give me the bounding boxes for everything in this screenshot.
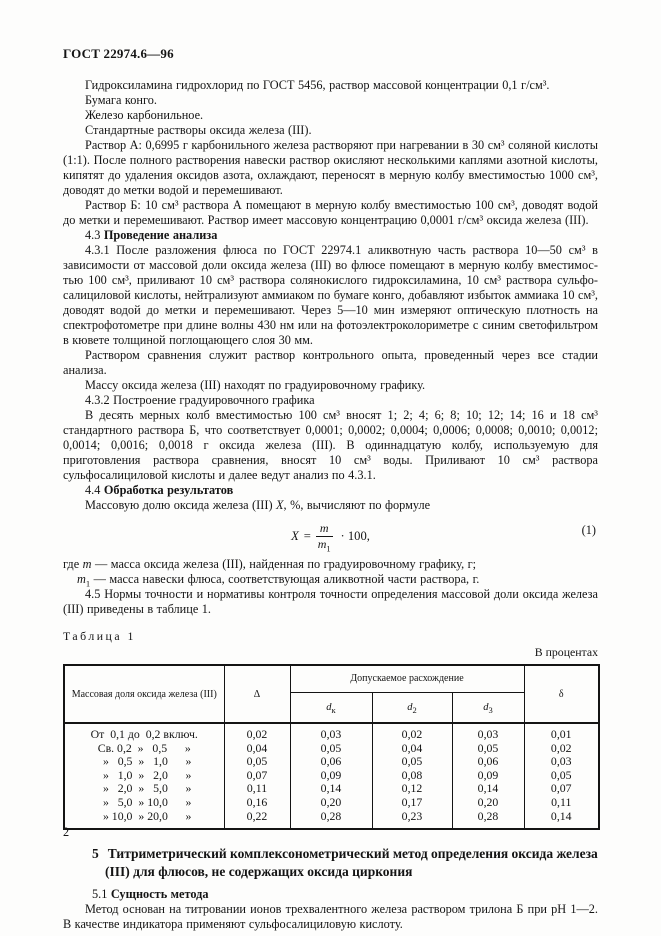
- equals-sign: =: [303, 528, 311, 543]
- page-content: [63, 46, 598, 932]
- value-cell: 0,14: [524, 810, 599, 830]
- value-cell: 0,03: [524, 755, 599, 769]
- value-cell: 0,03: [290, 723, 372, 742]
- value-cell: 0,16: [224, 796, 290, 810]
- subsection-heading-4-4: [63, 483, 598, 498]
- value-cell: 0,04: [372, 742, 452, 756]
- value-cell: 0,20: [452, 796, 524, 810]
- value-cell: 0,02: [224, 723, 290, 742]
- accuracy-norms-table: [63, 664, 600, 830]
- value-cell: 0,11: [524, 796, 599, 810]
- value-cell: 0,20: [290, 796, 372, 810]
- formula-block: [63, 520, 598, 552]
- fraction-numerator: m: [316, 522, 333, 537]
- paragraph: Раствор Б: 10 см³ раствора А помещают в мерную колбу вместимостью 100 см³, доводят водой до метки и перемешивают. Раствор имеет массовую концентрацию 0,0001 г/см³ оксида железа (III).: [63, 198, 598, 227]
- variable-x: X: [276, 498, 284, 512]
- value-cell: 0,05: [372, 755, 452, 769]
- equation-number: (1): [581, 523, 596, 537]
- table-row: [64, 742, 599, 756]
- heading-title: Сущность метода: [110, 887, 209, 902]
- variable-m: m: [82, 557, 92, 571]
- value-cell: 0,12: [372, 782, 452, 796]
- table-units-note: В процентах: [534, 645, 598, 659]
- table-row: [64, 769, 599, 783]
- value-cell: 0,06: [290, 755, 372, 769]
- page-number: 2: [63, 825, 70, 839]
- value-cell: 0,17: [372, 796, 452, 810]
- value-cell: 0,06: [452, 755, 524, 769]
- value-cell: 0,07: [524, 782, 599, 796]
- value-cell: 0,02: [524, 742, 599, 756]
- value-cell: 0,14: [452, 782, 524, 796]
- value-cell: 0,05: [524, 769, 599, 783]
- table-header: [64, 665, 599, 723]
- table-caption-row: [63, 629, 598, 644]
- column-header-d-2: $d_2$: [372, 692, 452, 723]
- heading-number: 5.1: [92, 887, 108, 902]
- table-row: [64, 782, 599, 796]
- paragraph: Гидроксиламина гидрохлорид по ГОСТ 5456, раствор массовой концентрации 0,1 г/см³.: [85, 78, 550, 92]
- value-cell: 0,05: [452, 742, 524, 756]
- table-row: [64, 796, 599, 810]
- table-body: [64, 723, 599, 829]
- value-cell: 0,02: [372, 723, 452, 742]
- section-5-heading: [63, 845, 598, 880]
- value-cell: 0,09: [290, 769, 372, 783]
- range-cell: » 2,0 » 5,0 »: [64, 782, 224, 796]
- document-header-standard-number: ГОСТ 22974.6—96: [63, 46, 174, 61]
- range-cell: » 5,0 » 10,0 »: [64, 796, 224, 810]
- range-cell: От 0,1 до 0,2 включ.: [64, 723, 224, 742]
- column-header-delta-cap: Δ: [224, 665, 290, 723]
- paragraph: Железо карбонильное.: [85, 108, 204, 122]
- value-cell: 0,01: [524, 723, 599, 742]
- value-cell: 0,07: [224, 769, 290, 783]
- paragraph: В десять мерных колб вместимостью 100 см³ вносят 1; 2; 4; 6; 8; 10; 12; 14; 16 и 18 см³ стандартного раствора Б, что соответствует 0,0001; 0,0002; 0,0004; 0,0006; 0,0008; 0,0010; 0,0012; 0,0014; 0,0016; 0,0018 г оксида железа (III). В одиннадцатую колбу, используемую для приготовления раствора сравнения, вносят 10 см³ воды. Приливают 10 см³ раствора сульфосалициловой кислоты и далее ведут анализ по 4.3.1.: [63, 408, 598, 482]
- formula-intro-paragraph: Массовую долю оксида железа (III) X, %, вычисляют по формуле: [85, 498, 431, 512]
- table-row: [64, 810, 599, 830]
- fraction-denominator: $m_1$: [317, 536, 331, 553]
- heading-number: 4.3: [85, 228, 101, 242]
- range-cell: Св. 0,2 » 0,5 »: [64, 742, 224, 756]
- formula-lhs: X: [291, 528, 299, 543]
- column-header-mass-fraction: Массовая доля оксида железа (III): [64, 665, 224, 723]
- column-header-d-k: $d_к$: [290, 692, 372, 723]
- fraction: [316, 522, 333, 551]
- heading-title: Проведение анализа: [103, 228, 218, 242]
- column-header-d-3: $d_3$: [452, 692, 524, 723]
- heading-title: Обработка результатов: [103, 483, 234, 497]
- variable-m1: m: [77, 572, 86, 586]
- table-caption: Таблица 1: [63, 629, 136, 643]
- paragraph: Стандартные растворы оксида железа (III).: [85, 123, 312, 137]
- heading-number: 5: [92, 846, 99, 862]
- paragraph: 4.3.1 После разложения флюса по ГОСТ 22974.1 аликвотную часть раствора 10—50 см³ в зависимости от массовой доли оксида железа (III) во флюсе помещают в мерную колбу вместимостью 100 см³, приливают 10 см³ раствора солянокислого гидроксиламина, 10 см³ раствора сульфосалициловой кислоты, нейтрализуют аммиаком по бумаге конго, добавляют избыток аммиака 10 см³, доводят водой до метки и перемешивают. Через 5—10 мин измеряют оптическую плотность на спектрофотометре при длине волны 430 нм или на фотоэлектроколориметре с синим светофильтром в кювете толщиной поглощающего слоя 30 мм.: [63, 243, 598, 347]
- range-cell: » 0,5 » 1,0 »: [64, 755, 224, 769]
- value-cell: 0,09: [452, 769, 524, 783]
- subsection-heading-4-3-2: 4.3.2 Построение градуировочного графика: [85, 393, 315, 407]
- column-group-header-tolerance: Допускаемое расхождение: [290, 665, 524, 692]
- paragraph: Метод основан на титровании ионов трехвалентного железа раствором трилона Б при рН 1—2. В качестве индикатора применяют сульфосалициловую кислоту.: [63, 902, 598, 932]
- formula-multiplier: · 100,: [340, 528, 370, 543]
- formula-legend-line: где m — масса оксида железа (III), найденная по градуировочному графику, г;: [63, 557, 477, 571]
- value-cell: 0,28: [290, 810, 372, 830]
- formula-legend-line: $m_1$ — масса навески флюса, соответствующая аликвотной части раствора, г.: [77, 572, 480, 589]
- paragraph: Бумага конго.: [85, 93, 157, 107]
- value-cell: 0,04: [224, 742, 290, 756]
- table-row: [64, 755, 599, 769]
- value-cell: 0,05: [290, 742, 372, 756]
- value-cell: 0,28: [452, 810, 524, 830]
- value-cell: 0,14: [290, 782, 372, 796]
- value-cell: 0,23: [372, 810, 452, 830]
- heading-number: 4.4: [85, 483, 101, 497]
- table-row: [64, 723, 599, 742]
- range-cell: » 10,0 » 20,0 »: [64, 810, 224, 830]
- paragraph: Раствор А: 0,6995 г карбонильного железа растворяют при нагревании в 30 см³ соляной кислоты (1:1). После полного растворения навески раствор окисляют несколькими каплями азотной кислоты, кипятят до удаления оксидов азота, охлаждают, переносят в мерную колбу вместимостью 1000 см³, доводят до метки водой и перемешивают.: [63, 138, 598, 197]
- paragraph: Массу оксида железа (III) находят по градуировочному графику.: [85, 378, 426, 392]
- paragraph: Раствором сравнения служит раствор контрольного опыта, проведенный через все стадии анализа.: [63, 348, 598, 377]
- value-cell: 0,08: [372, 769, 452, 783]
- heading-title: Титриметрический комплексонометрический метод определения оксида железа (III) для флюсов, не содержащих оксида циркония: [105, 846, 598, 879]
- value-cell: 0,05: [224, 755, 290, 769]
- range-cell: » 1,0 » 2,0 »: [64, 769, 224, 783]
- value-cell: 0,11: [224, 782, 290, 796]
- value-cell: 0,22: [224, 810, 290, 830]
- subsection-heading-5-1: [63, 887, 598, 902]
- value-cell: 0,03: [452, 723, 524, 742]
- subsection-heading-4-3: [63, 228, 598, 243]
- column-header-delta-small: δ: [524, 665, 599, 723]
- paragraph: 4.5 Нормы точности и нормативы контроля точности определения массовой доли оксида железа (III) приведены в таблице 1.: [63, 587, 598, 616]
